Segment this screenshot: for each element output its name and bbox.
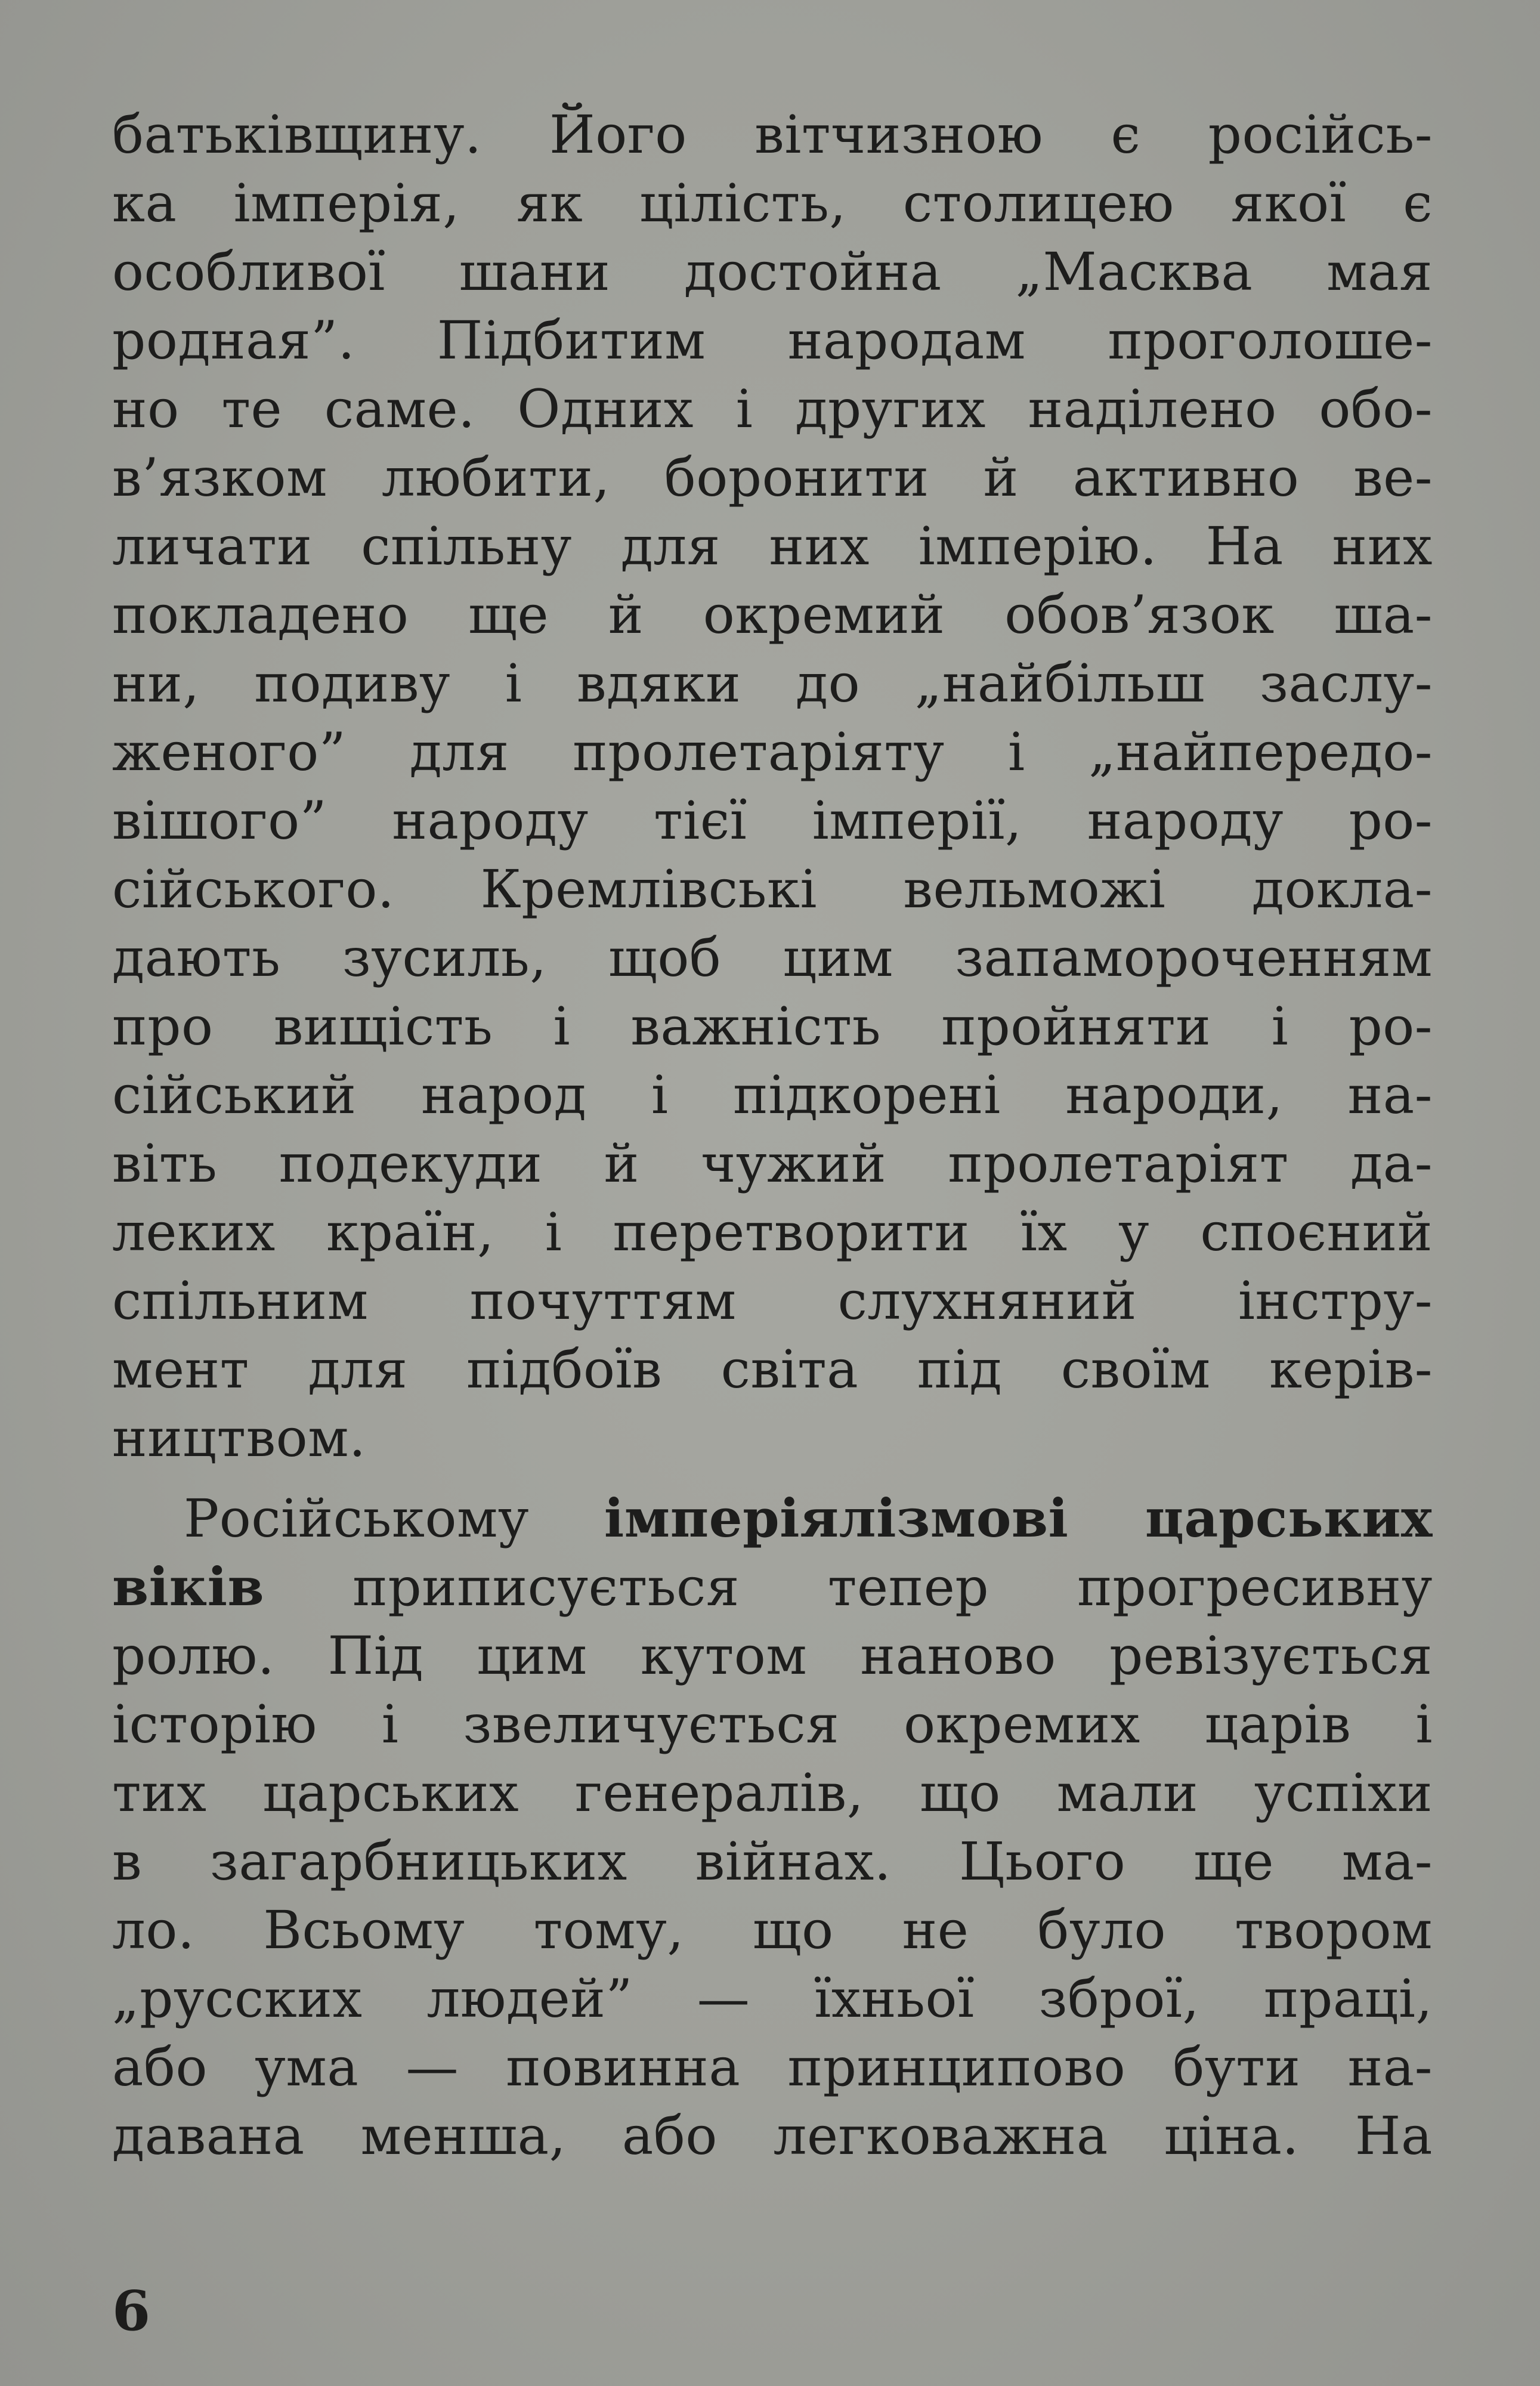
- paragraph-2: [112, 1484, 1433, 2170]
- text-line: або ума — повинна принципово бути на-: [112, 2036, 1433, 2098]
- text-line: сійського. Кремлівські вельможі докла-: [112, 858, 1433, 920]
- text-line: ництвом.: [112, 1407, 366, 1469]
- text-line: женого” для пролетаріяту і „найпередо-: [112, 721, 1433, 783]
- text-line: родная”. Підбитим народам проголоше-: [112, 310, 1433, 371]
- text-line: „русских людей” — їхньої зброї, праці,: [112, 1968, 1433, 2029]
- text-line: дають зусиль, щоб цим запамороченням: [112, 927, 1433, 988]
- text-line: сійський народ і підкорені народи, на-: [112, 1064, 1433, 1126]
- text-line: [112, 1553, 1433, 1621]
- body-text: [112, 100, 1433, 2170]
- text-line: в загарбницьких війнах. Цього ще ма-: [112, 1831, 1433, 1892]
- text-run: Російському: [184, 1488, 604, 1549]
- text-line: історію і звеличується окремих царів і: [112, 1693, 1433, 1755]
- paragraph-1: [112, 100, 1433, 1472]
- text-line: мент для підбоїв світа під своїм керів-: [112, 1339, 1433, 1400]
- text-run: приписується тепер прогресивну: [264, 1556, 1433, 1618]
- text-line: ролю. Під цим кутом наново ревізується: [112, 1625, 1433, 1686]
- text-line: ни, подиву і вдяки до „найбільш заслу-: [112, 653, 1433, 714]
- paragraph-gap: [112, 1472, 1433, 1484]
- text-line: особливої шани достойна „Масква мая: [112, 241, 1433, 302]
- text-line: ка імперія, як цілість, столицею якої є: [112, 172, 1433, 234]
- text-line: тих царських генералів, що мали успіхи: [112, 1762, 1433, 1824]
- text-line: батьківщину. Його вітчизною є російсь-: [112, 104, 1433, 165]
- text-line: в’язком любити, боронити й активно ве-: [112, 447, 1433, 508]
- text-line: про вищість і важність пройняти і ро-: [112, 996, 1433, 1057]
- text-line: леких країн, і перетворити їх у споєний: [112, 1201, 1433, 1263]
- text-line: давана менша, або легковажна ціна. На: [112, 2105, 1433, 2166]
- page-number: 6: [112, 2279, 151, 2343]
- text-line: спільним почуттям слухняний інстру-: [112, 1270, 1433, 1331]
- text-line: покладено ще й окремий обов’язок ша-: [112, 584, 1433, 645]
- text-line: вішого” народу тієї імперії, народу ро-: [112, 790, 1433, 851]
- text-line: віть подекуди й чужий пролетаріят да-: [112, 1133, 1433, 1194]
- emphasis-text: імперіялізмові царських: [604, 1487, 1433, 1549]
- text-line: ло. Всьому тому, що не було твором: [112, 1899, 1433, 1961]
- text-line: но те саме. Одних і других наділено обо-: [112, 378, 1433, 440]
- emphasis-text: віків: [112, 1556, 265, 1618]
- text-line: [112, 1484, 1433, 1553]
- text-line: личати спільну для них імперію. На них: [112, 515, 1433, 577]
